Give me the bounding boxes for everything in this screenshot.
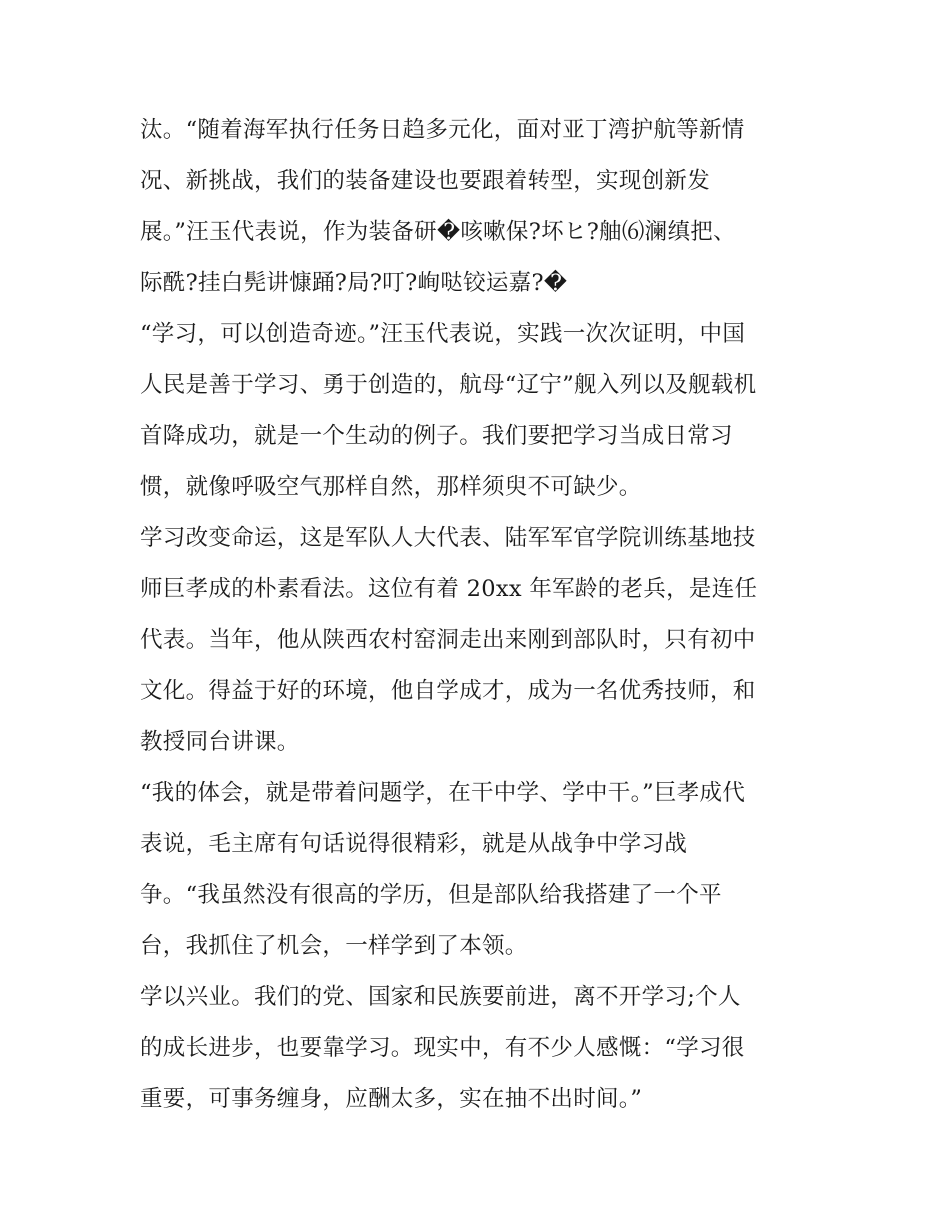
text-line: 争。“我虽然没有很高的学历，但是部队给我搭建了一个平	[140, 882, 722, 908]
text-line: 教授同台讲课。	[140, 729, 300, 755]
text-line: 学以兴业。我们的党、国家和民族要前进，离不开学习;个人	[140, 984, 741, 1010]
text-line: 况、新挑战，我们的装备建设也要跟着转型，实现创新发	[140, 168, 711, 194]
text-line: 的成长进步，也要靠学习。现实中，有不少人感慨：“学习很	[140, 1035, 745, 1061]
text-line: 文化。得益于好的环境，他自学成才，成为一名优秀技师，和	[140, 678, 756, 704]
text-line: 师巨孝成的朴素看法。这位有着 20xx 年军龄的老兵，是连任	[140, 576, 758, 602]
body-text	[140, 105, 830, 1125]
text-line: 人民是善于学习、勇于创造的，航母“辽宁”舰入列以及舰载机	[140, 372, 757, 398]
text-line: 表说，毛主席有句话说得很精彩，就是从战争中学习战	[140, 831, 688, 857]
text-line: 代表。当年，他从陕西农村窑洞走出来刚到部队时，只有初中	[140, 627, 756, 653]
text-line: 惯，就像呼吸空气那样自然，那样须臾不可缺少。	[140, 474, 642, 500]
text-line: “我的体会，就是带着问题学，在干中学、学中干。”巨孝成代	[140, 780, 746, 806]
text-line: 展。”汪玉代表说，作为装备研�咳嗽保?坏ヒ?舳⑹澜缜把、	[140, 219, 736, 245]
text-line: 学习改变命运，这是军队人大代表、陆军军官学院训练基地技	[140, 525, 756, 551]
text-line: 重要，可事务缠身，应酬太多，实在抽不出时间。”	[140, 1086, 643, 1112]
text-line: 台，我抓住了机会，一样学到了本领。	[140, 933, 528, 959]
text-line: 汰。“随着海军执行任务日趋多元化，面对亚丁湾护航等新情	[140, 117, 745, 143]
text-line: 首降成功，就是一个生动的例子。我们要把学习当成日常习	[140, 423, 733, 449]
text-line: “学习，可以创造奇迹。”汪玉代表说，实践一次次证明，中国	[140, 321, 746, 347]
text-line: 际酰?挂白髡讲慷踊?局?叮?峋哒铰运嘉?�	[140, 270, 568, 296]
